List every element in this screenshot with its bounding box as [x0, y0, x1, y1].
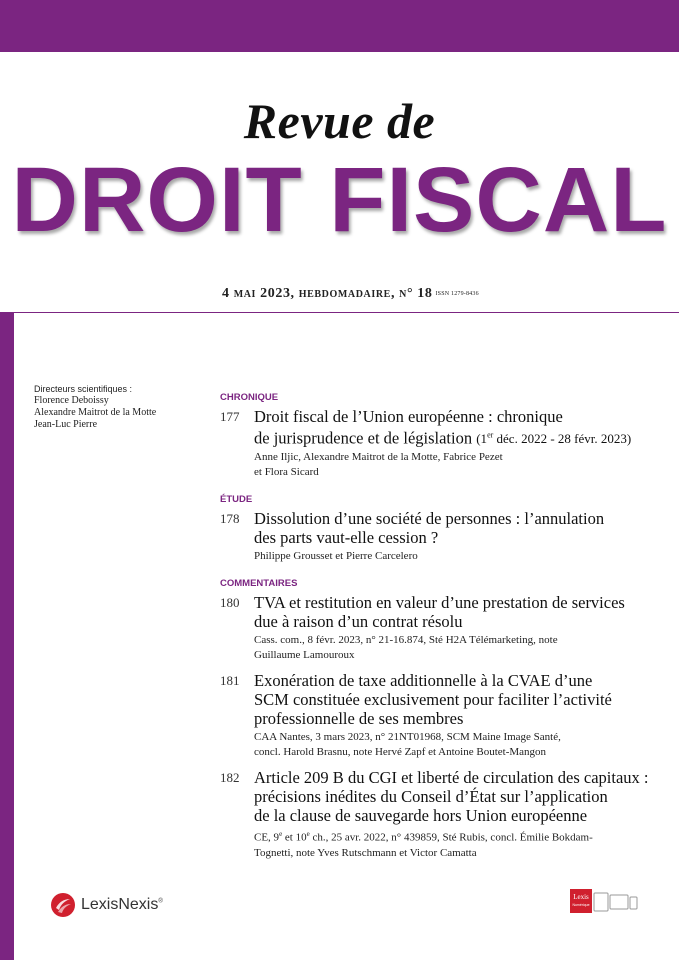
digital-devices-badge [568, 887, 640, 917]
entry-title-line: TVA et restitution en valeur d’une prestation de services [254, 593, 625, 613]
director-name: Florence Deboissy [34, 395, 109, 406]
lexisnexis-emblem-icon [50, 892, 76, 918]
publisher-text: LexisNexis [81, 896, 159, 913]
toc-entry-178[interactable] [220, 509, 670, 564]
entry-title-line: Article 209 B du CGI et liberté de circulation des capitaux : [254, 768, 649, 788]
entry-authors [254, 549, 670, 564]
entry-title [254, 593, 670, 631]
table-of-contents [220, 392, 670, 861]
authors-fragment: ch., 25 avr. 2022, n° 439859, Sté Rubis, concl. Émilie Bokdam- [309, 831, 593, 844]
dates-ordinal: er [487, 431, 494, 440]
journal-title: DROIT FISCAL [11, 149, 668, 251]
revue-de-heading: Revue de [243, 93, 436, 149]
authors-line: CAA Nantes, 3 mars 2023, n° 21NT01968, SCM Maine Image Santé, [254, 731, 561, 744]
entry-title [254, 768, 670, 825]
entry-number: 180 [220, 595, 240, 611]
authors-line: et Flora Sicard [254, 466, 319, 479]
badge-subtext: Numérique [572, 903, 590, 907]
entry-authors [254, 450, 670, 480]
entry-title-line: précisions inédites du Conseil d’État sur l’application [254, 787, 608, 807]
entry-authors [254, 633, 670, 663]
entry-number: 182 [220, 770, 240, 786]
directors-label: Directeurs scientifiques : [34, 384, 133, 394]
entry-number: 181 [220, 673, 240, 689]
authors-fragment: CE, 9 [254, 831, 280, 844]
header-rule [14, 312, 679, 313]
scientific-directors [34, 383, 214, 431]
ordinal-sup: e [279, 830, 283, 839]
issn-number: ISSN 1279-8436 [435, 290, 479, 297]
dates-start: (1 [476, 431, 488, 447]
toc-entry-181[interactable] [220, 671, 670, 760]
badge-text: Lexis [573, 893, 589, 901]
entry-title [254, 509, 670, 547]
entry-authors [254, 730, 670, 760]
registered-mark: ® [158, 898, 163, 905]
section-heading-commentaires: COMMENTAIRES [220, 578, 298, 590]
authors-line: Tognetti, note Yves Rutschmann et Victor Camatta [254, 846, 477, 859]
entry-title [254, 407, 670, 448]
ordinal-sup: e [306, 830, 310, 839]
dates-end: déc. 2022 - 28 févr. 2023) [493, 431, 632, 447]
section-heading-etude: ÉTUDE [220, 494, 253, 506]
entry-title-line: professionnelle de ses membres [254, 709, 464, 729]
authors-line: Anne Iljic, Alexandre Maitrot de la Motte, Fabrice Pezet [254, 451, 503, 464]
authors-line: Philippe Grousset et Pierre Carcelero [254, 550, 418, 563]
director-name: Alexandre Maitrot de la Motte [34, 407, 157, 418]
publisher-name [81, 896, 163, 914]
entry-title-line: de la clause de sauvegarde hors Union européenne [254, 806, 588, 826]
entry-title-line: Droit fiscal de l’Union européenne : chronique [254, 407, 563, 426]
top-color-band [0, 0, 679, 52]
entry-title-line: Dissolution d’une société de personnes : l’annulation [254, 509, 605, 529]
entry-title-line: SCM constituée exclusivement pour faciliter l’activité [254, 690, 612, 710]
lexisnexis-logo [50, 892, 163, 918]
entry-number: 178 [220, 511, 240, 527]
entry-title-line: des parts vaut-elle cession ? [254, 528, 439, 548]
entry-authors [254, 827, 670, 861]
dateline-text: 4 mai 2023, hebdomadaire, n° 18 [222, 286, 433, 301]
left-color-band [0, 312, 14, 960]
authors-line [254, 827, 670, 846]
section-heading-chronique: CHRONIQUE [220, 392, 279, 403]
toc-entry-177[interactable] [220, 407, 670, 480]
entry-title [254, 671, 670, 728]
director-name: Jean-Luc Pierre [34, 419, 98, 430]
authors-line: Cass. com., 8 févr. 2023, n° 21-16.874, Sté H2A Télémarketing, note [254, 634, 558, 647]
entry-title-line: due à raison d’un contrat résolu [254, 612, 463, 632]
authors-fragment: et 10 [282, 831, 307, 844]
toc-entry-180[interactable] [220, 593, 670, 663]
entry-title-line [254, 426, 670, 448]
entry-title-text: de jurisprudence et de législation [254, 428, 473, 448]
authors-line: Guillaume Lamouroux [254, 649, 355, 662]
issue-dateline [222, 286, 479, 302]
toc-entry-182[interactable] [220, 768, 670, 861]
entry-number: 177 [220, 409, 240, 424]
entry-dates [476, 431, 631, 446]
entry-title-line: Exonération de taxe additionnelle à la CVAE d’une [254, 671, 593, 691]
authors-line: concl. Harold Brasnu, note Hervé Zapf et Antoine Boutet-Mangon [254, 746, 547, 759]
